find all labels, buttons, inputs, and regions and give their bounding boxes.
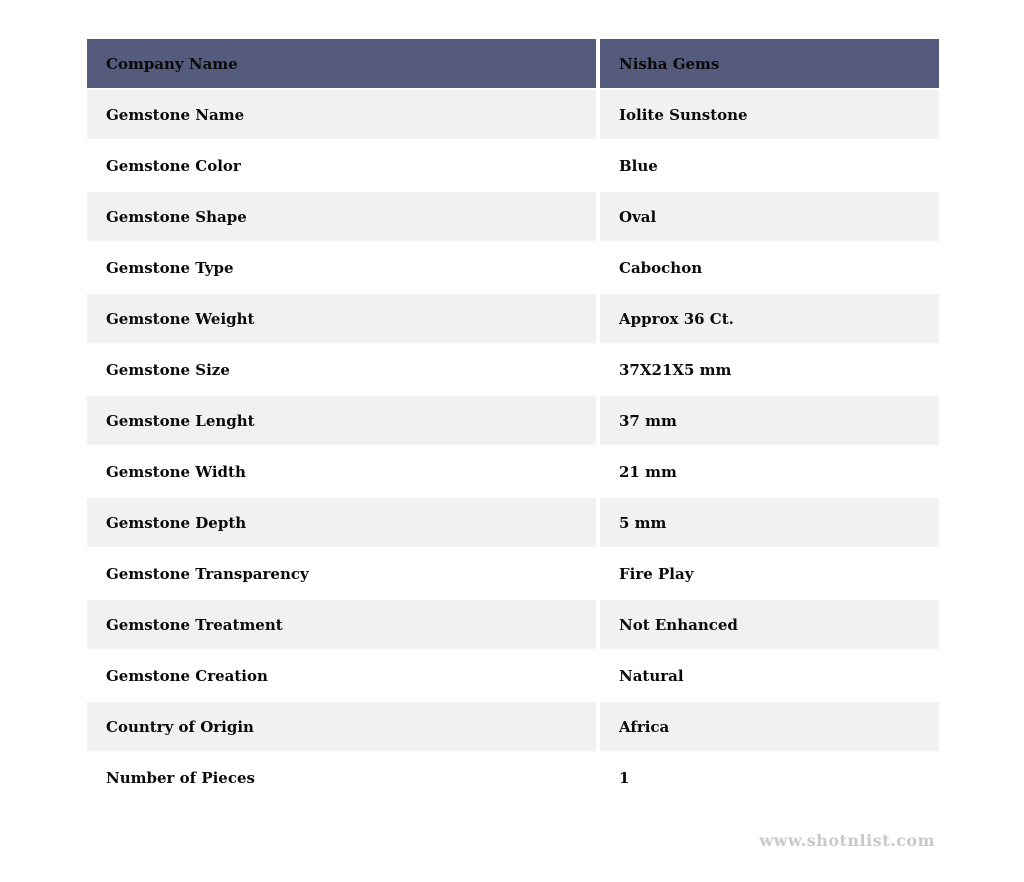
row-value: Not Enhanced bbox=[619, 615, 738, 634]
table-row-gemstone-size bbox=[87, 345, 939, 396]
row-label-cell bbox=[87, 600, 596, 651]
row-label-cell bbox=[87, 243, 596, 294]
row-label: Gemstone Weight bbox=[106, 309, 255, 328]
row-value: 5 mm bbox=[619, 513, 667, 532]
header-label: Company Name bbox=[106, 54, 238, 73]
gemstone-spec-table bbox=[87, 39, 939, 804]
row-value-cell bbox=[600, 396, 939, 447]
row-value: Blue bbox=[619, 156, 658, 175]
table-header-row bbox=[87, 39, 939, 90]
row-label: Number of Pieces bbox=[106, 768, 255, 787]
row-value-cell bbox=[600, 90, 939, 141]
row-value-cell bbox=[600, 651, 939, 702]
row-label-cell bbox=[87, 753, 596, 804]
row-label-cell bbox=[87, 498, 596, 549]
row-label: Country of Origin bbox=[106, 717, 254, 736]
table-row-gemstone-transparency bbox=[87, 549, 939, 600]
row-value-cell bbox=[600, 447, 939, 498]
row-label-cell bbox=[87, 396, 596, 447]
row-label-cell bbox=[87, 447, 596, 498]
table-row-gemstone-color bbox=[87, 141, 939, 192]
row-label: Gemstone Transparency bbox=[106, 564, 309, 583]
row-label: Gemstone Lenght bbox=[106, 411, 255, 430]
company-name-value: Nisha Gems bbox=[619, 54, 720, 73]
table-row-gemstone-weight bbox=[87, 294, 939, 345]
row-label-cell bbox=[87, 90, 596, 141]
row-label: Gemstone Depth bbox=[106, 513, 247, 532]
table-row-gemstone-name bbox=[87, 90, 939, 141]
row-label: Gemstone Color bbox=[106, 156, 241, 175]
row-label-cell bbox=[87, 549, 596, 600]
row-value-cell bbox=[600, 192, 939, 243]
row-value-cell bbox=[600, 243, 939, 294]
header-value-cell bbox=[600, 39, 939, 90]
row-value: 37X21X5 mm bbox=[619, 360, 732, 379]
table-row-country-of-origin bbox=[87, 702, 939, 753]
row-label-cell bbox=[87, 141, 596, 192]
row-value: 37 mm bbox=[619, 411, 677, 430]
row-value-cell bbox=[600, 141, 939, 192]
header-label-cell bbox=[87, 39, 596, 90]
row-value: 21 mm bbox=[619, 462, 677, 481]
row-value: Natural bbox=[619, 666, 684, 685]
row-value-cell bbox=[600, 702, 939, 753]
table-row-gemstone-depth bbox=[87, 498, 939, 549]
table-row-gemstone-creation bbox=[87, 651, 939, 702]
row-label: Gemstone Name bbox=[106, 105, 245, 124]
row-value: Oval bbox=[619, 207, 657, 226]
table-row-number-of-pieces bbox=[87, 753, 939, 804]
row-label-cell bbox=[87, 702, 596, 753]
row-label: Gemstone Treatment bbox=[106, 615, 283, 634]
row-value-cell bbox=[600, 345, 939, 396]
row-value: Approx 36 Ct. bbox=[619, 309, 734, 328]
row-label-cell bbox=[87, 192, 596, 243]
row-label-cell bbox=[87, 651, 596, 702]
row-label: Gemstone Size bbox=[106, 360, 230, 379]
row-value: Cabochon bbox=[619, 258, 703, 277]
row-value: Africa bbox=[619, 717, 670, 736]
table-row-gemstone-type bbox=[87, 243, 939, 294]
watermark-text: www.shotnlist.com bbox=[759, 831, 935, 850]
row-value-cell bbox=[600, 600, 939, 651]
row-value-cell bbox=[600, 294, 939, 345]
row-label: Gemstone Creation bbox=[106, 666, 268, 685]
table-row-gemstone-shape bbox=[87, 192, 939, 243]
table-row-gemstone-treatment bbox=[87, 600, 939, 651]
row-value-cell bbox=[600, 753, 939, 804]
row-label-cell bbox=[87, 345, 596, 396]
row-value: 1 bbox=[619, 768, 630, 787]
row-label-cell bbox=[87, 294, 596, 345]
table-row-gemstone-lenght bbox=[87, 396, 939, 447]
table-body bbox=[87, 90, 939, 804]
row-value: Fire Play bbox=[619, 564, 694, 583]
row-value: Iolite Sunstone bbox=[619, 105, 748, 124]
row-value-cell bbox=[600, 498, 939, 549]
row-label: Gemstone Width bbox=[106, 462, 246, 481]
row-label: Gemstone Type bbox=[106, 258, 234, 277]
row-label: Gemstone Shape bbox=[106, 207, 247, 226]
row-value-cell bbox=[600, 549, 939, 600]
table-row-gemstone-width bbox=[87, 447, 939, 498]
